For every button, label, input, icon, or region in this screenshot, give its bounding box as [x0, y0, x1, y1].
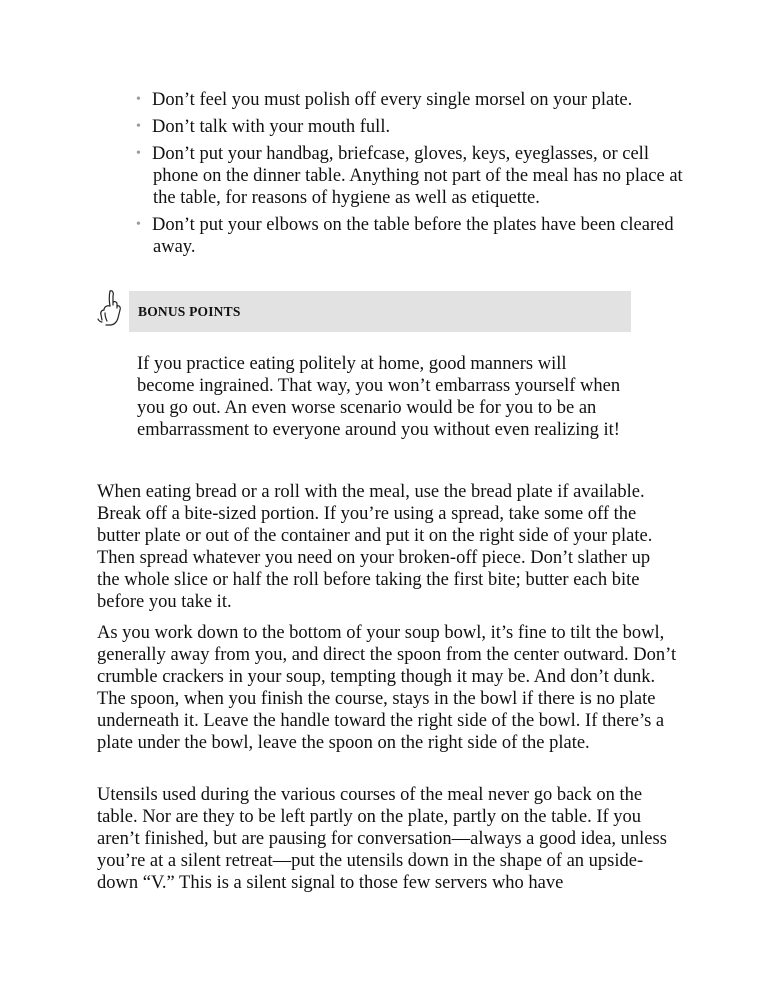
list-item: [133, 143, 693, 209]
bullet-list: [133, 89, 693, 263]
bullet-text: Don’t talk with your mouth full.: [152, 117, 391, 137]
bullet-marker: •: [136, 92, 141, 107]
body-paragraph: When eating bread or a roll with the meal, use the bread plate if available. Break off a bite-sized portion. If you’re using a spread, take some off the butter plate or out of the container and put it on the right side of your plate. Then spread whatever you need on your broken-off piece. Don’t slather up the whole slice or half the roll before taking the first bite; butter each bite before you take it.: [97, 482, 653, 612]
list-item: [133, 89, 693, 111]
list-item: [133, 214, 693, 258]
bonus-points-label: BONUS POINTS: [138, 304, 241, 319]
bullet-marker: •: [136, 119, 141, 134]
body-paragraph: As you work down to the bottom of your soup bowl, it’s fine to tilt the bowl, generally away from you, and direct the spoon from the center outward. Don’t crumble crackers in your soup, tempting though it may be. And don’t dunk. The spoon, when you finish the course, stays in the bowl if there is no plate underneath it. Leave the handle toward the right side of the bowl. If there’s a plate under the bowl, leave the spoon on the right side of the plate.: [97, 623, 677, 753]
bullet-text: Don’t put your elbows on the table before the plates have been cleared away.: [152, 215, 674, 257]
bullet-marker: •: [136, 146, 141, 161]
bullet-text: Don’t put your handbag, briefcase, gloves, keys, eyeglasses, or cell phone on the dinner table. Anything not part of the meal has no place at the table, for reasons of hygiene as well as etiquette.: [152, 144, 683, 208]
body-paragraph: Utensils used during the various courses of the meal never go back on the table. Nor are they to be left partly on the plate, partly on the table. If you aren’t finished, but are pausing for conversation—always a good idea, unless you’re at a silent retreat—put the utensils down in the shape of an upside-down “V.” This is a silent signal to those few servers who have: [97, 785, 667, 893]
bonus-points-text: If you practice eating politely at home, good manners will become ingrained. That way, you won’t embarrass yourself when you go out. An even worse scenario would be for you to be an embarrassment to everyone around you without even realizing it!: [137, 354, 621, 440]
bullet-marker: •: [136, 217, 141, 232]
pointing-hand-icon: [96, 288, 126, 328]
bonus-points-header: [129, 291, 631, 332]
bullet-text: Don’t feel you must polish off every single morsel on your plate.: [152, 90, 633, 110]
list-item: [133, 116, 693, 138]
